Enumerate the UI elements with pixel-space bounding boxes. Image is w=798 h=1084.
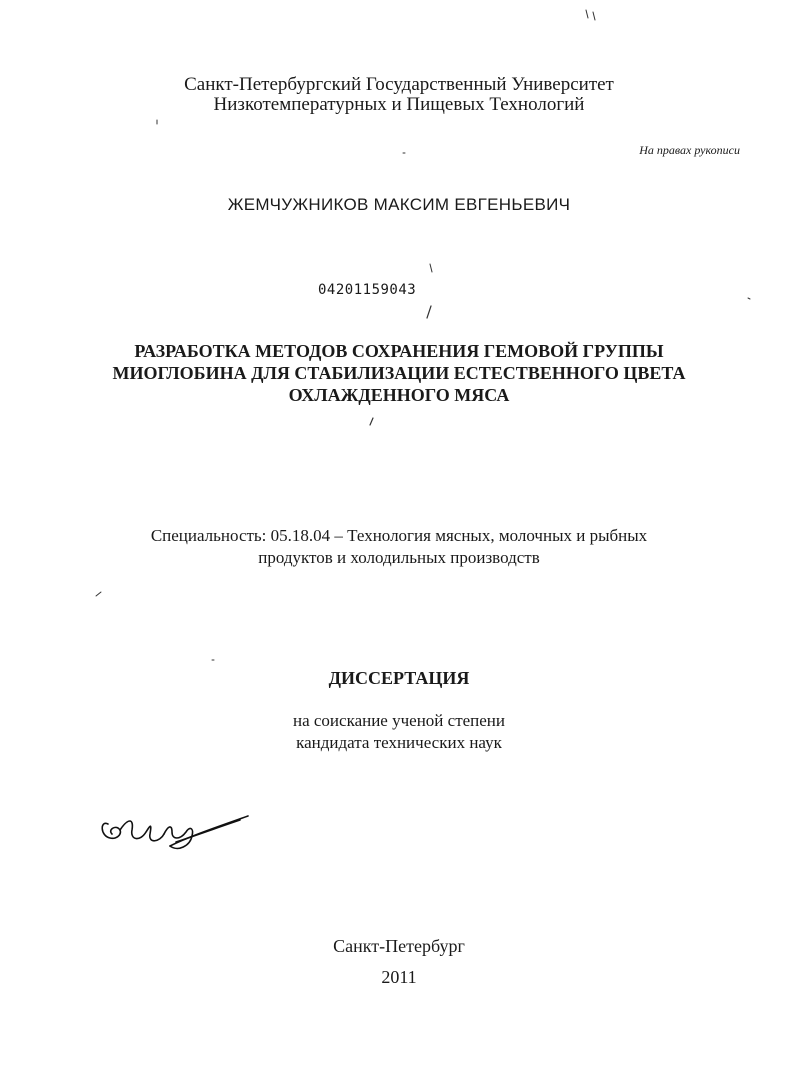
author-name: ЖЕМЧУЖНИКОВ МАКСИМ ЕВГЕНЬЕВИЧ: [227, 195, 571, 214]
thesis-title-line-2: МИОГЛОБИНА ДЛЯ СТАБИЛИЗАЦИИ ЕСТЕСТВЕННОГО ЦВЕТА: [112, 363, 686, 383]
manuscript-note: На правах рукописи: [639, 143, 740, 157]
degree-line-2: кандидата технических наук: [296, 733, 502, 752]
document-type: ДИССЕРТАЦИЯ: [328, 668, 470, 688]
city: Санкт-Петербург: [333, 936, 465, 956]
university-name-line-1: Санкт-Петербургский Государственный Университет: [184, 74, 614, 95]
thesis-title-line-1: РАЗРАБОТКА МЕТОДОВ СОХРАНЕНИЯ ГЕМОВОЙ ГРУППЫ: [134, 341, 664, 361]
university-name-line-2: Низкотемпературных и Пищевых Технологий: [213, 94, 585, 115]
pen-tick-title: [370, 418, 373, 425]
signature-graphic: [101, 816, 248, 848]
registry-code: 04201159043: [318, 282, 417, 298]
signature-text: Жем: [102, 836, 105, 837]
pen-tick-margin: [96, 592, 101, 596]
pen-tick-upper: [430, 264, 432, 272]
pen-tick-code: [427, 306, 431, 318]
speck-right: [748, 298, 750, 299]
specialty-line-2: продуктов и холодильных производств: [258, 548, 540, 567]
degree-line-1: на соискание ученой степени: [292, 711, 506, 730]
specialty-line-1: Специальность: 05.18.04 – Технология мясных, молочных и рыбных: [150, 526, 648, 545]
thesis-title-line-3: ОХЛАЖДЕННОГО МЯСА: [288, 385, 510, 405]
year: 2011: [381, 967, 417, 987]
corner-scan-mark: [586, 10, 595, 20]
